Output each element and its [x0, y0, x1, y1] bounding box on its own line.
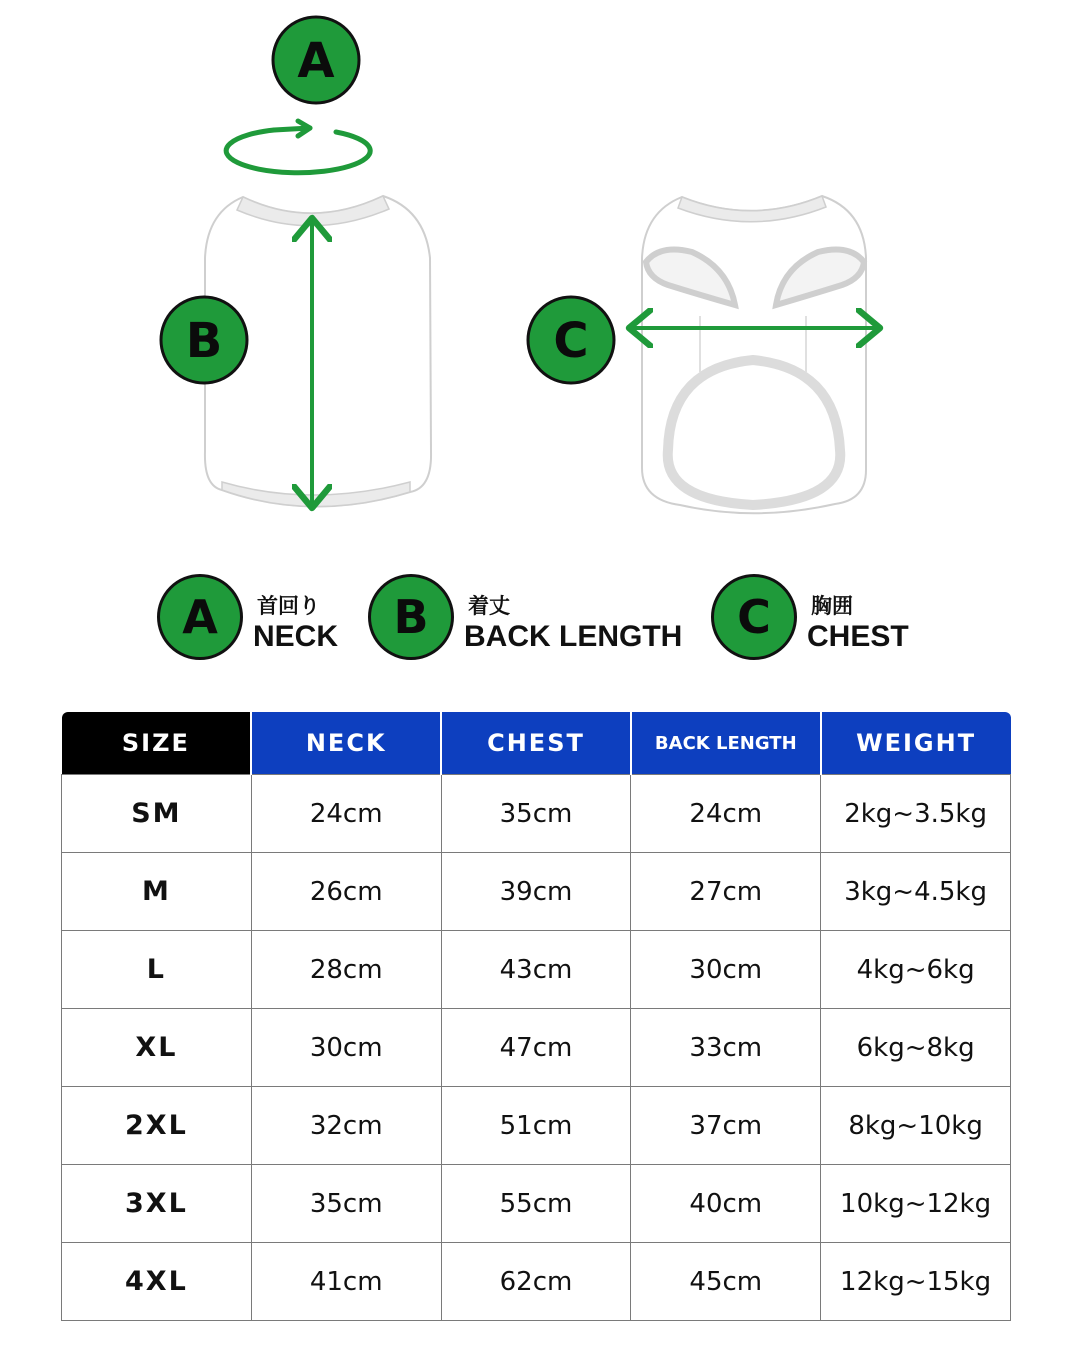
legend-neck-jp: 首回り	[257, 594, 320, 618]
legend-badge-a: A	[157, 574, 243, 660]
legend-back-length-jp: 着丈	[468, 594, 510, 618]
chest-cell: 62cm	[441, 1243, 631, 1321]
size-chart-table	[61, 712, 1011, 1321]
back-length-cell: 30cm	[631, 931, 821, 1009]
chest-cell: 47cm	[441, 1009, 631, 1087]
neck-cell: 41cm	[251, 1243, 441, 1321]
back-length-cell: 37cm	[631, 1087, 821, 1165]
back-length-cell: 45cm	[631, 1243, 821, 1321]
chest-cell: 39cm	[441, 853, 631, 931]
table-header-row	[62, 712, 1011, 775]
header-neck: NECK	[251, 712, 441, 775]
size-cell: XL	[62, 1009, 252, 1087]
garment-back	[642, 196, 866, 513]
weight-cell: 4kg~6kg	[821, 931, 1011, 1009]
measurement-diagram	[0, 0, 1080, 560]
marker-a	[273, 17, 359, 103]
neck-cell: 26cm	[251, 853, 441, 931]
back-length-cell: 33cm	[631, 1009, 821, 1087]
neck-cell: 30cm	[251, 1009, 441, 1087]
marker-b-letter: B	[185, 313, 223, 369]
size-cell: 4XL	[62, 1243, 252, 1321]
weight-cell: 3kg~4.5kg	[821, 853, 1011, 931]
size-cell: L	[62, 931, 252, 1009]
weight-cell: 12kg~15kg	[821, 1243, 1011, 1321]
legend-chest-jp: 胸囲	[811, 594, 853, 618]
marker-c-letter: C	[553, 313, 589, 369]
header-size: SIZE	[62, 712, 252, 775]
neck-loop-arrow	[226, 121, 370, 173]
header-weight: WEIGHT	[821, 712, 1011, 775]
back-length-cell: 27cm	[631, 853, 821, 931]
size-cell: 3XL	[62, 1165, 252, 1243]
size-cell: 2XL	[62, 1087, 252, 1165]
legend-back-length-en: BACK LENGTH	[464, 620, 683, 653]
chest-cell: 55cm	[441, 1165, 631, 1243]
weight-cell: 6kg~8kg	[821, 1009, 1011, 1087]
legend-badge-c: C	[711, 574, 797, 660]
weight-cell: 2kg~3.5kg	[821, 775, 1011, 853]
neck-cell: 35cm	[251, 1165, 441, 1243]
table-row	[62, 931, 1011, 1009]
size-cell: M	[62, 853, 252, 931]
legend-chest-en: CHEST	[807, 620, 909, 653]
legend-neck	[157, 572, 357, 664]
neck-cell: 32cm	[251, 1087, 441, 1165]
table-row	[62, 853, 1011, 931]
header-back-length: BACK LENGTH	[631, 712, 821, 775]
legend-chest	[711, 572, 931, 664]
chest-cell: 43cm	[441, 931, 631, 1009]
marker-a-letter: A	[297, 33, 335, 89]
size-cell: SM	[62, 775, 252, 853]
header-chest: CHEST	[441, 712, 631, 775]
chest-cell: 35cm	[441, 775, 631, 853]
chest-cell: 51cm	[441, 1087, 631, 1165]
legend-back-length	[368, 572, 698, 664]
legend-neck-en: NECK	[253, 620, 339, 653]
table-body	[62, 775, 1011, 1321]
back-length-cell: 40cm	[631, 1165, 821, 1243]
weight-cell: 10kg~12kg	[821, 1165, 1011, 1243]
neck-cell: 28cm	[251, 931, 441, 1009]
table-row	[62, 1165, 1011, 1243]
marker-b	[161, 297, 247, 383]
back-length-cell: 24cm	[631, 775, 821, 853]
marker-c	[528, 297, 614, 383]
table-row	[62, 775, 1011, 853]
table-row	[62, 1009, 1011, 1087]
neck-cell: 24cm	[251, 775, 441, 853]
table-row	[62, 1243, 1011, 1321]
table-row	[62, 1087, 1011, 1165]
weight-cell: 8kg~10kg	[821, 1087, 1011, 1165]
legend-badge-b: B	[368, 574, 454, 660]
